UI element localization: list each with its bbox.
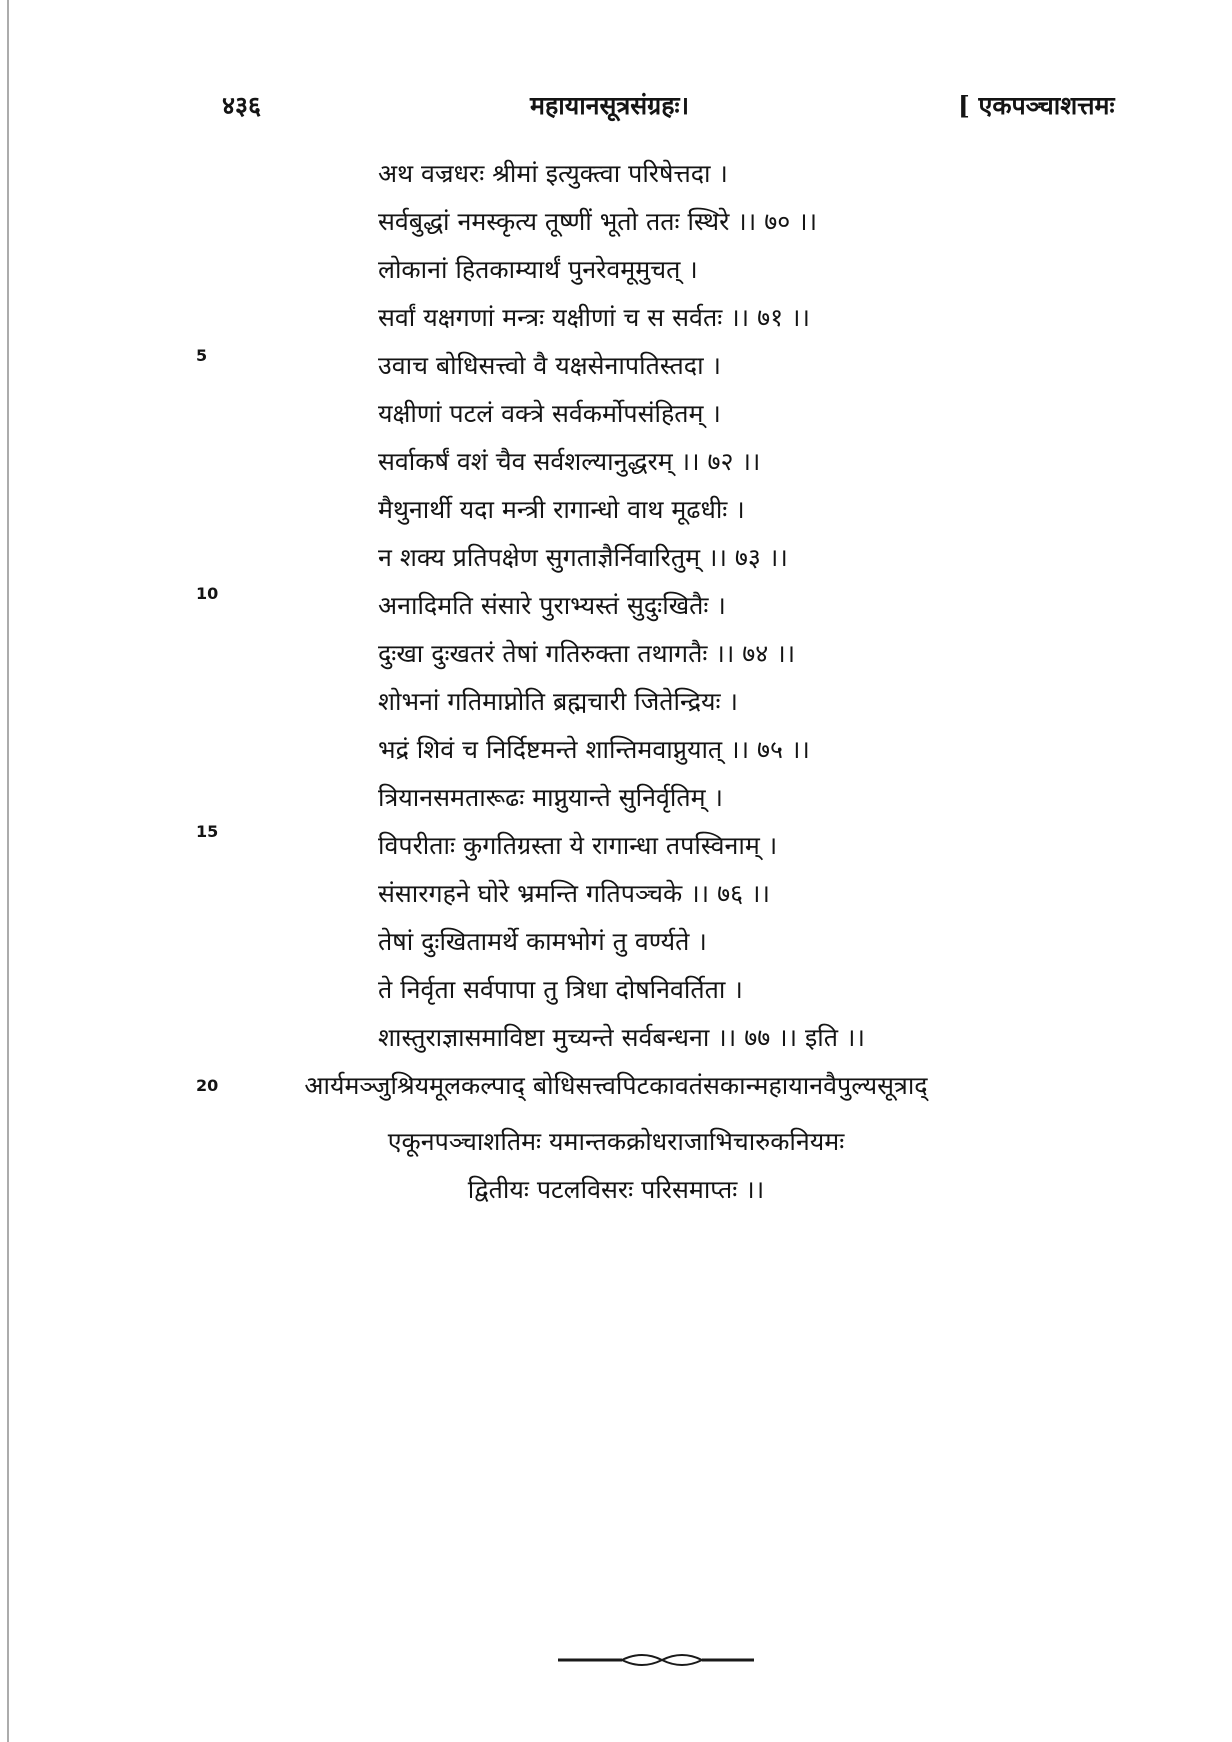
colophon-line: एकूनपञ्चाशतिमः यमान्तकक्रोधराजाभिचारुकनियमः: [387, 1127, 845, 1156]
verse-line: अथ वज्रधरः श्रीमां इत्युक्त्वा परिषेत्तदा ।: [378, 159, 728, 188]
verse-line: सर्वबुद्धां नमस्कृत्य तूष्णीं भूतो ततः स्थिरे ।। ७० ।।: [378, 207, 818, 236]
verse-line: संसारगहने घोरे भ्रमन्ति गतिपञ्चके ।। ७६ ।।: [378, 879, 770, 908]
running-title: महायानसूत्रसंग्रहः।: [530, 91, 690, 120]
verse-line: अनादिमति संसारे पुराभ्यस्तं सुदुःखितैः ।: [378, 591, 726, 620]
page-number: ४३६: [222, 91, 262, 120]
verse-line: यक्षीणां पटलं वक्त्रे सर्वकर्मोपसंहितम् ।: [378, 399, 721, 428]
line-number-5: 5: [196, 346, 208, 365]
ornament-rule-icon: [556, 1646, 756, 1674]
chapter-marker: [ एकपञ्चाशत्तमः: [958, 91, 1115, 120]
verse-line: ते निर्वृता सर्वपापा तु त्रिधा दोषनिवर्तिता ।: [378, 975, 743, 1004]
verse-line: भद्रं शिवं च निर्दिष्टमन्ते शान्तिमवाप्नुयात् ।। ७५ ।।: [378, 735, 810, 764]
verse-line: न शक्य प्रतिपक्षेण सुगताज्ञैर्निवारितुम् ।। ७३ ।।: [378, 543, 788, 572]
verse-line: लोकानां हितकाम्यार्थं पुनरेवमूमुचत् ।: [378, 255, 698, 284]
line-number-15: 15: [196, 822, 219, 841]
line-number-20: 20: [196, 1076, 219, 1095]
verse-line: शोभनां गतिमाप्नोति ब्रह्मचारी जितेन्द्रियः ।: [378, 687, 738, 716]
verse-line: दुःखा दुःखतरं तेषां गतिरुक्ता तथागतैः ।। ७४ ।।: [378, 639, 796, 668]
line-number-10: 10: [196, 584, 219, 603]
verse-line: मैथुनार्थी यदा मन्त्री रागान्धो वाथ मूढधीः ।: [378, 495, 745, 524]
verse-line: उवाच बोधिसत्त्वो वै यक्षसेनापतिस्तदा ।: [378, 351, 721, 380]
verse-line: सर्वाकर्षं वशं चैव सर्वशल्यानुद्धरम् ।। ७२ ।।: [378, 447, 761, 476]
scan-edge-line: [7, 0, 9, 1742]
verse-line: त्रियानसमतारूढः माप्नुयान्ते सुनिर्वृतिम् ।: [378, 783, 723, 812]
verse-line: तेषां दुःखितामर्थे कामभोगं तु वर्ण्यते ।: [378, 927, 707, 956]
verse-line: सर्वां यक्षगणां मन्त्रः यक्षीणां च स सर्वतः ।। ७१ ।।: [378, 303, 810, 332]
verse-line: विपरीताः कुगतिग्रस्ता ये रागान्धा तपस्विनाम् ।: [378, 831, 778, 860]
page-header: [0, 88, 1232, 128]
colophon-line: द्वितीयः पटलविसरः परिसमाप्तः ।।: [467, 1175, 765, 1204]
verse-line: शास्तुराज्ञासमाविष्टा मुच्यन्ते सर्वबन्धना ।। ७७ ।। इति ।।: [378, 1023, 865, 1052]
colophon-line: आर्यमञ्जुश्रियमूलकल्पाद् बोधिसत्त्वपिटकावतंसकान्महायानवैपुल्यसूत्राद्: [304, 1071, 928, 1100]
